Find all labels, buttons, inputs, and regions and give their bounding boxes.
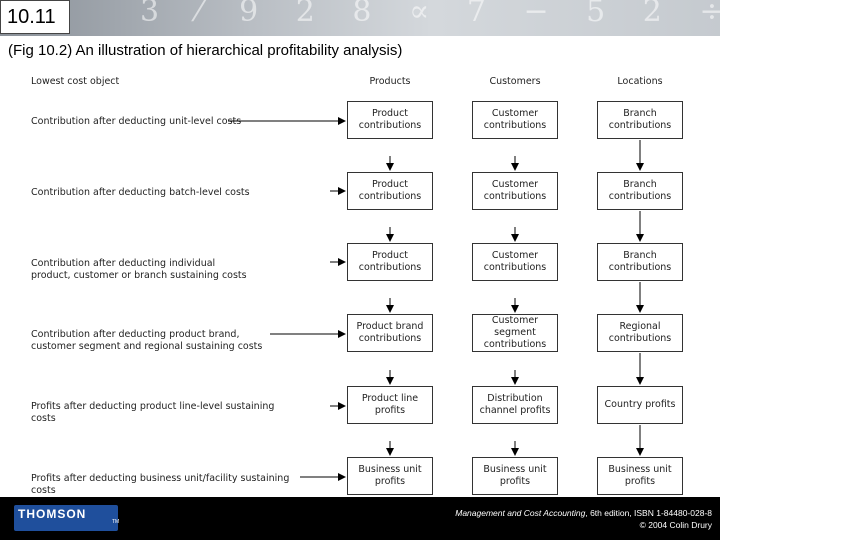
box-label: Branch contributions	[608, 108, 672, 131]
footer-copyright: © 2004 Colin Drury	[639, 520, 712, 530]
row-label-2: Contribution after deducting batch-level costs	[31, 187, 250, 198]
box-label: Distribution channel profits	[479, 393, 551, 416]
row-label-6: Profits after deducting business unit/facility sustaining costs	[31, 473, 290, 496]
corner-label: Lowest cost object	[31, 76, 120, 87]
logo-text: THOMSON	[18, 507, 87, 521]
box-label: Customer segment contributions	[483, 315, 547, 350]
box-label: Customer contributions	[483, 250, 547, 273]
book-title: Management and Cost Accounting	[455, 508, 586, 518]
box-label: Product brand contributions	[356, 321, 424, 344]
box-label: Product contributions	[358, 179, 422, 202]
row-label-4: Contribution after deducting product brand, customer segment and regional sustaining costs	[31, 329, 263, 352]
box-label: Branch contributions	[608, 179, 672, 202]
edition-line: , 6th edition, ISBN 1-84480-028-8	[585, 508, 712, 518]
slide-title: (Fig 10.2) An illustration of hierarchical profitability analysis)	[8, 42, 403, 59]
row-label-5: Profits after deducting product line-level sustaining costs	[31, 401, 275, 424]
box-label: Customer contributions	[483, 108, 547, 131]
box-label: Business unit profits	[358, 464, 422, 487]
box-label: Product line profits	[361, 393, 419, 416]
logo-trademark: TM	[112, 519, 120, 525]
box-label: Product contributions	[358, 250, 422, 273]
box-label: Product contributions	[358, 108, 422, 131]
row-label-1: Contribution after deducting unit-level costs	[31, 116, 242, 127]
box-label: Branch contributions	[608, 250, 672, 273]
slide-number: 10.11	[0, 0, 70, 34]
column-header-locations: Locations	[617, 76, 663, 87]
box-label: Country profits	[604, 399, 676, 410]
footer-citation	[455, 508, 712, 518]
box-label: Business unit profits	[608, 464, 672, 487]
box-label: Business unit profits	[483, 464, 547, 487]
column-header-customers: Customers	[489, 76, 541, 87]
box-label: Regional contributions	[608, 321, 672, 344]
banner-decoration: 3 ⁄ 9 2 8 ∝ 7 − 5 2 ÷ 6 ≈	[140, 0, 858, 29]
row-label-3: Contribution after deducting individual product, customer or branch sustaining costs	[31, 258, 247, 281]
column-header-products: Products	[369, 76, 411, 87]
box-label: Customer contributions	[483, 179, 547, 202]
